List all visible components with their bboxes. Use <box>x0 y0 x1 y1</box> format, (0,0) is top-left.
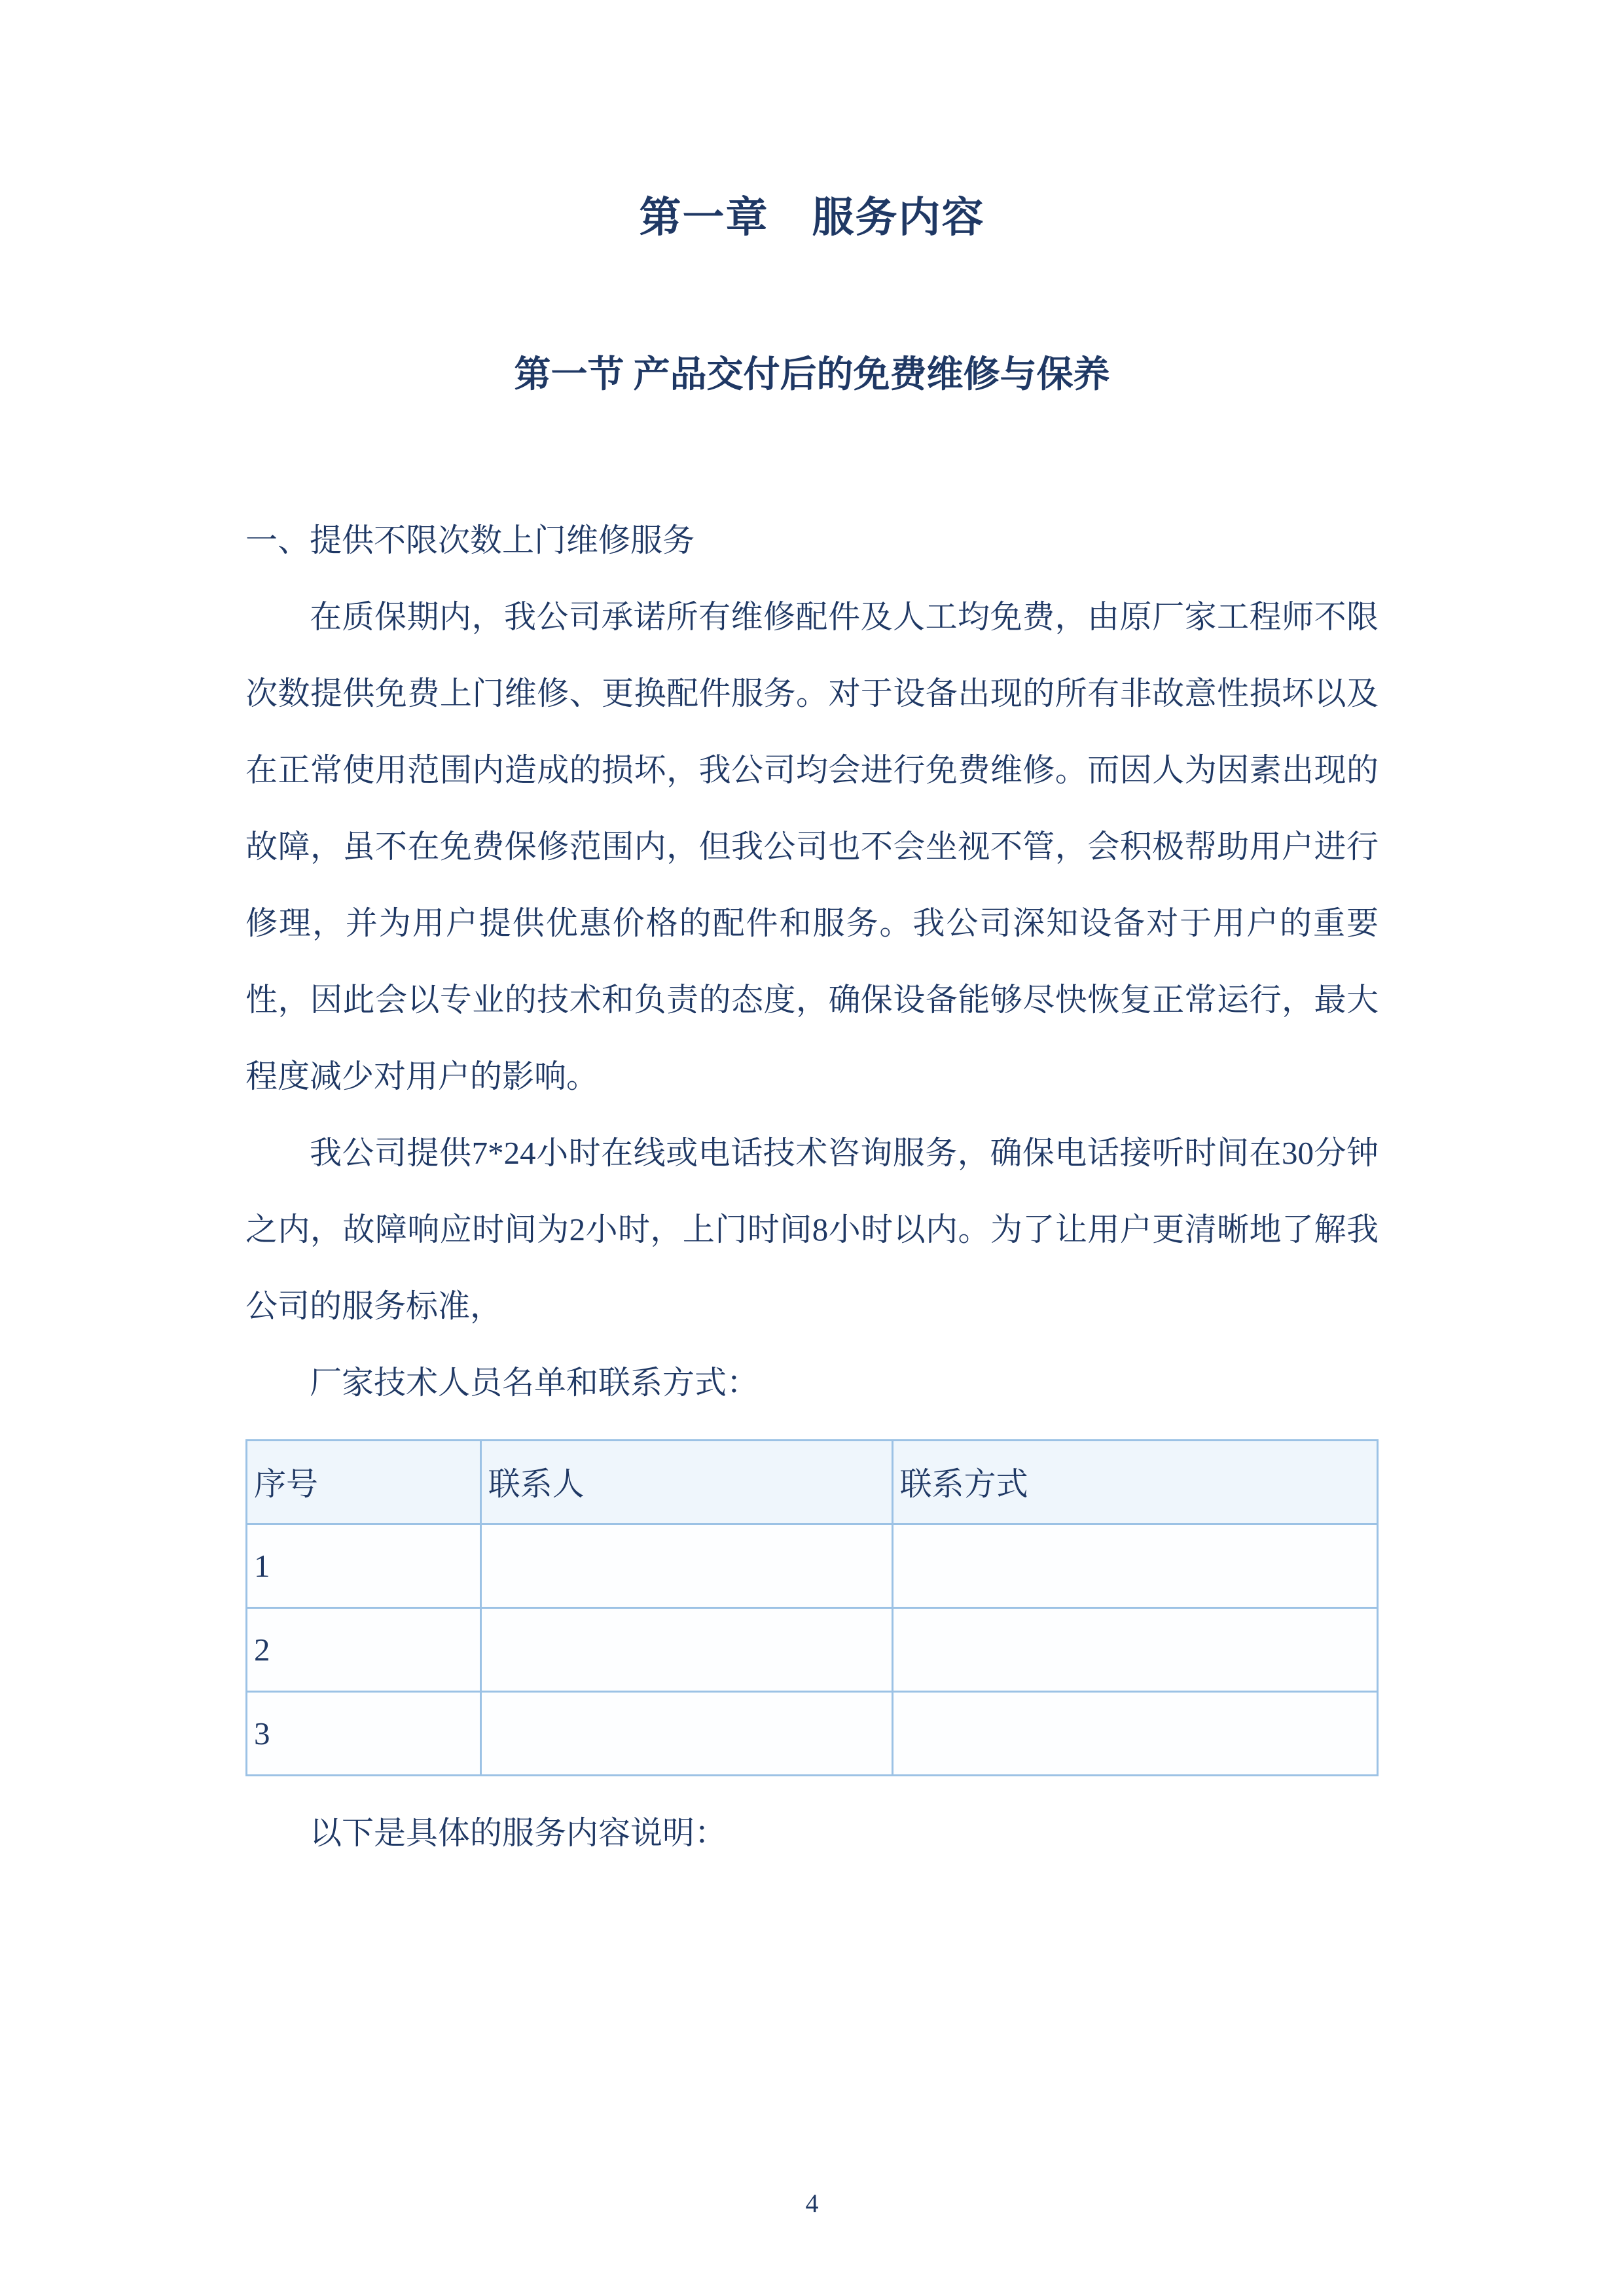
table-intro: 厂家技术人员名单和联系方式： <box>310 1364 759 1401</box>
closing-line: 以下是具体的服务内容说明： <box>310 1814 727 1851</box>
cell-row1-number: 1 <box>247 1524 481 1607</box>
cell-row3-contact-method <box>892 1691 1377 1775</box>
page-number: 4 <box>805 2189 819 2218</box>
header-cell-number: 序号 <box>247 1440 481 1524</box>
section-title: 第一节 产品交付后的免费维修与保养 <box>514 354 1110 395</box>
header-cell-contact-person: 联系人 <box>480 1440 892 1524</box>
chapter-title: 第一章 服务内容 <box>639 194 985 241</box>
cell-row3-number: 3 <box>247 1691 481 1775</box>
cell-row1-contact-person <box>480 1524 892 1607</box>
table-row <box>247 1607 1378 1691</box>
paragraph-warranty-repair: 在质保期内，我公司承诺所有维修配件及人工均免费，由原厂家工程师不限次数提供免费上门维修、更换配件服务。对于设备出现的所有非故意性损坏以及在正常使用范围内造成的损坏，我公司均会进行免费维修。而因人为因素出现的故障，虽不在免费保修范围内，但我公司也不会坐视不管，会积极帮助用户进行修理，并为用户提供优惠价格的配件和服务。我公司深知设备对于用户的重要性，因此会以专业的技术和负责的态度，确保设备能够尽快恢复正常运行，最大程度减少对用户的影响。 <box>245 598 1379 1094</box>
cell-row2-contact-method <box>892 1607 1377 1691</box>
table-row <box>247 1691 1378 1775</box>
cell-row1-contact-method <box>892 1524 1377 1607</box>
heading-free-onsite-repair: 一、提供不限次数上门维修服务 <box>245 522 695 558</box>
paragraph-hotline-response: 我公司提供7*24小时在线或电话技术咨询服务，确保电话接听时间在30分钟之内，故障响应时间为2小时，上门时间8小时以内。为了让用户更清晰地了解我公司的服务标准， <box>245 1134 1379 1324</box>
cell-row2-number: 2 <box>247 1607 481 1691</box>
header-cell-contact-method: 联系方式 <box>892 1440 1377 1524</box>
table-header-row <box>247 1440 1378 1524</box>
cell-row3-contact-person <box>480 1691 892 1775</box>
cell-row2-contact-person <box>480 1607 892 1691</box>
table-row <box>247 1524 1378 1607</box>
contacts-table <box>245 1439 1379 1776</box>
